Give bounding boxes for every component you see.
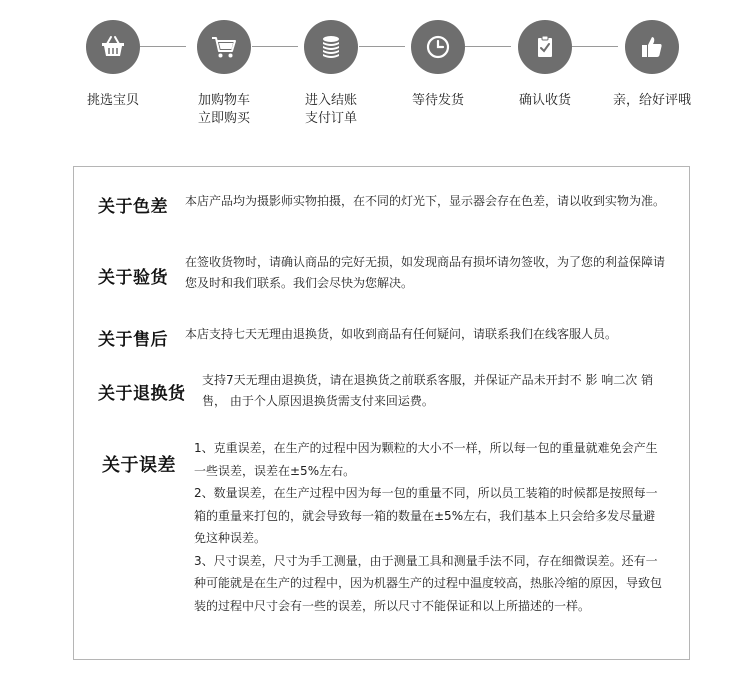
section-title-tolerance: 关于误差: [102, 455, 176, 476]
coins-icon: [304, 20, 358, 74]
step-label: 挑选宝贝: [86, 93, 139, 108]
purchase-steps: [0, 0, 750, 160]
section-paragraph: 1、克重误差，在生产的过程中因为颗粒的大小不一样，所以每一包的重量就难免会产生一些误差，误差在±5%左右。: [194, 441, 658, 478]
clipboard-icon: [518, 20, 572, 74]
section-paragraph: 3、尺寸误差，尺寸为手工测量，由于测量工具和测量手法不同，存在细微误差。还有一种可能就是在生产的过程中，因为机器生产的过程中温度较高，热胀冷缩的原因，导致包装的过程中尺寸会有一些的误差，所以尺寸不能保证和以上所描述的一样。: [194, 553, 663, 613]
section-paragraph: 本店支持七天无理由退换货，如收到商品有任何疑问，请联系我们在线客服人员。: [185, 327, 618, 341]
step-label: 进入结账 支付订单: [304, 93, 357, 126]
clock-icon: [411, 20, 465, 74]
section-title-inspection: 关于验货: [98, 268, 168, 288]
notice-panel: [73, 166, 690, 660]
section-body-after-sales: [185, 324, 669, 345]
section-paragraph: 2、数量误差，在生产过程中因为每一包的重量不同，所以员工装箱的时候都是按照每一箱的重量来打包的，就会导致每一箱的数量在±5%左右，我们基本上只会给多发尽量避免这种误差。: [194, 486, 658, 545]
section-paragraph: 本店产品均为摄影师实物拍摄，在不同的灯光下，显示器会存在色差，请以收到实物为准。: [185, 194, 666, 208]
step-select-item: [53, 20, 173, 110]
step-label: 亲，给好评哦: [612, 93, 691, 108]
step-label: 等待发货: [411, 93, 464, 108]
cart-icon: [197, 20, 251, 74]
step-wait-shipping: [378, 20, 498, 110]
section-body-returns: [202, 370, 664, 412]
step-confirm-receipt: [485, 20, 605, 110]
section-paragraph: 在签收货物时，请确认商品的完好无损，如发现商品有损坏请勿签收，为了您的利益保障请您及时和我们联系。我们会尽快为您解决。: [185, 255, 666, 290]
thumbs-up-icon: [625, 20, 679, 74]
section-title-color-difference: 关于色差: [98, 197, 168, 217]
basket-icon: [86, 20, 140, 74]
section-title-returns: 关于退换货: [98, 384, 186, 404]
step-label: 确认收货: [518, 93, 571, 108]
step-leave-review: [592, 20, 712, 110]
step-checkout: [271, 20, 391, 128]
section-title-after-sales: 关于售后: [98, 330, 168, 350]
section-body-tolerance: [194, 437, 664, 617]
step-label: 加购物车 立即购买: [197, 93, 250, 126]
section-body-inspection: [185, 252, 669, 294]
step-add-to-cart: [164, 20, 284, 128]
section-body-color-difference: [185, 191, 669, 212]
section-paragraph: 支持7天无理由退换货，请在退换货之前联系客服，并保证产品未开封不 影 响二次 销售， 由于个人原因退换货需支付来回运费。: [202, 373, 654, 408]
